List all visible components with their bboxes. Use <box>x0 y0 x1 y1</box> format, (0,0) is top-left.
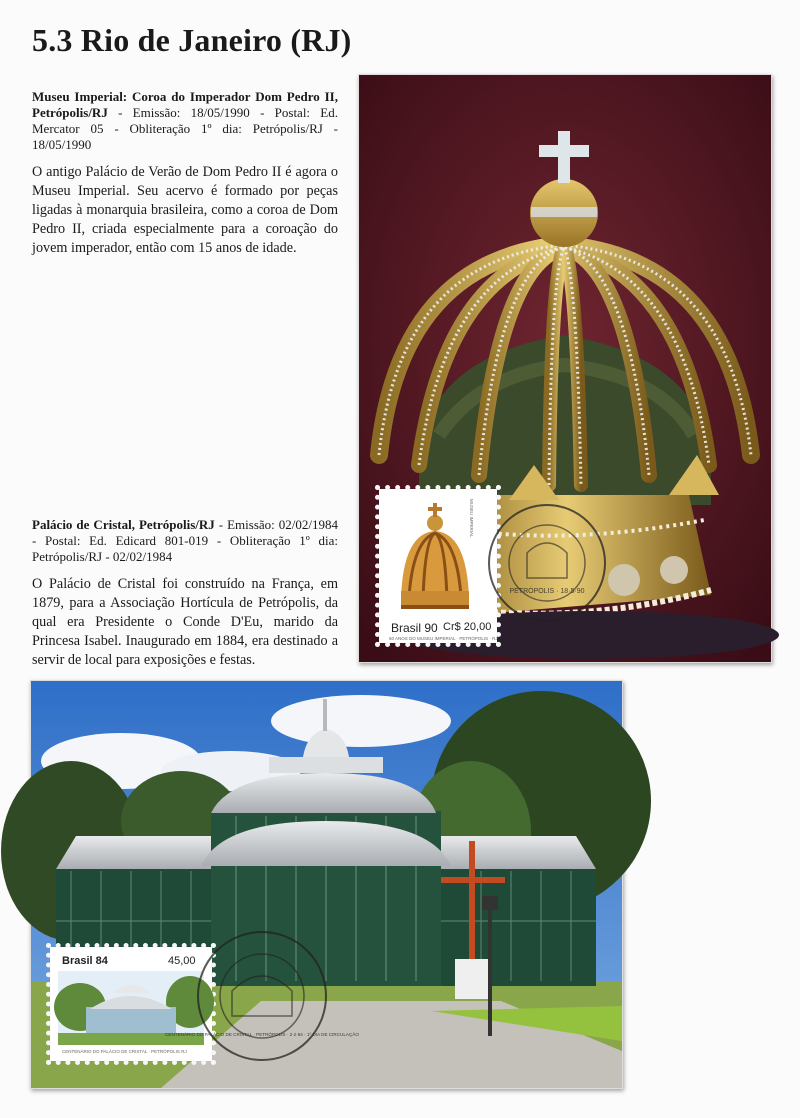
crown-postcard <box>358 74 772 663</box>
palace-text-block <box>32 517 338 670</box>
crown-stamp-country: Brasil 90 <box>391 621 438 635</box>
crown-cancel-label: PETRÓPOLIS · 18·5·90 <box>509 588 585 595</box>
crown-stamp-bottom-text: 50 ANOS DO MUSEU IMPERIAL · PETRÓPOLIS · RJ <box>389 636 498 641</box>
crown-stamp-side-text: MUSEU IMPERIAL <box>469 499 474 538</box>
palace-caption-details: - Emissão: 02/02/1984 - Postal: Ed. Edicard 801-019 - Obliteração 1º dia: Petrópolis/RJ - 02/02/1984 <box>32 517 338 564</box>
palace-stamp <box>50 947 212 1061</box>
crown-stamp-image <box>379 489 497 643</box>
palace-postcard <box>30 680 623 1089</box>
crown-caption <box>32 89 338 153</box>
palace-stamp-country: Brasil 84 <box>62 955 108 967</box>
palace-cancel-label: CENTENÁRIO DO PALÁCIO DE CRISTAL · PETRÓPOLIS · 2·2·84 · 1º DIA DE CIRCULAÇÃO <box>165 1032 359 1037</box>
palace-description: O Palácio de Cristal foi construído na França, em 1879, para a Associação Hortícula de Petrópolis, da qual era Presidente o Conde D'Eu, marido da Princesa Isabel. Inaugurado em 1884, era destinado a servir de local para exposições e festas. <box>32 576 338 668</box>
crown-text-block <box>32 89 338 258</box>
page-title: 5.3 Rio de Janeiro (RJ) <box>32 22 352 58</box>
crown-description: O antigo Palácio de Verão de Dom Pedro II é agora o Museu Imperial. Seu acervo é formado por peças ligadas à monarquia brasileira, como a coroa de Dom Pedro II, criada especialmente para a coroação do jovem imperador, então com 15 anos de idade. <box>32 164 338 256</box>
palace-stamp-value: 45,00 <box>168 955 196 967</box>
crown-stamp <box>379 489 497 643</box>
palace-caption-title: Palácio de Cristal, Petrópolis/RJ <box>32 517 215 532</box>
palace-caption <box>32 517 338 565</box>
palace-stamp-bottom-text: CENTENÁRIO DO PALÁCIO DE CRISTAL · PETRÓPOLIS RJ <box>62 1049 187 1054</box>
crown-caption-details: - Emissão: 18/05/1990 - Postal: Ed. Mercator 05 - Obliteração 1º dia: Petrópolis/RJ - 18/05/1990 <box>32 105 338 152</box>
crown-stamp-value: Cr$ 20,00 <box>443 621 492 633</box>
crown-caption-title: Museu Imperial: Coroa do Imperador Dom Pedro II, Petrópolis/RJ <box>32 89 338 120</box>
